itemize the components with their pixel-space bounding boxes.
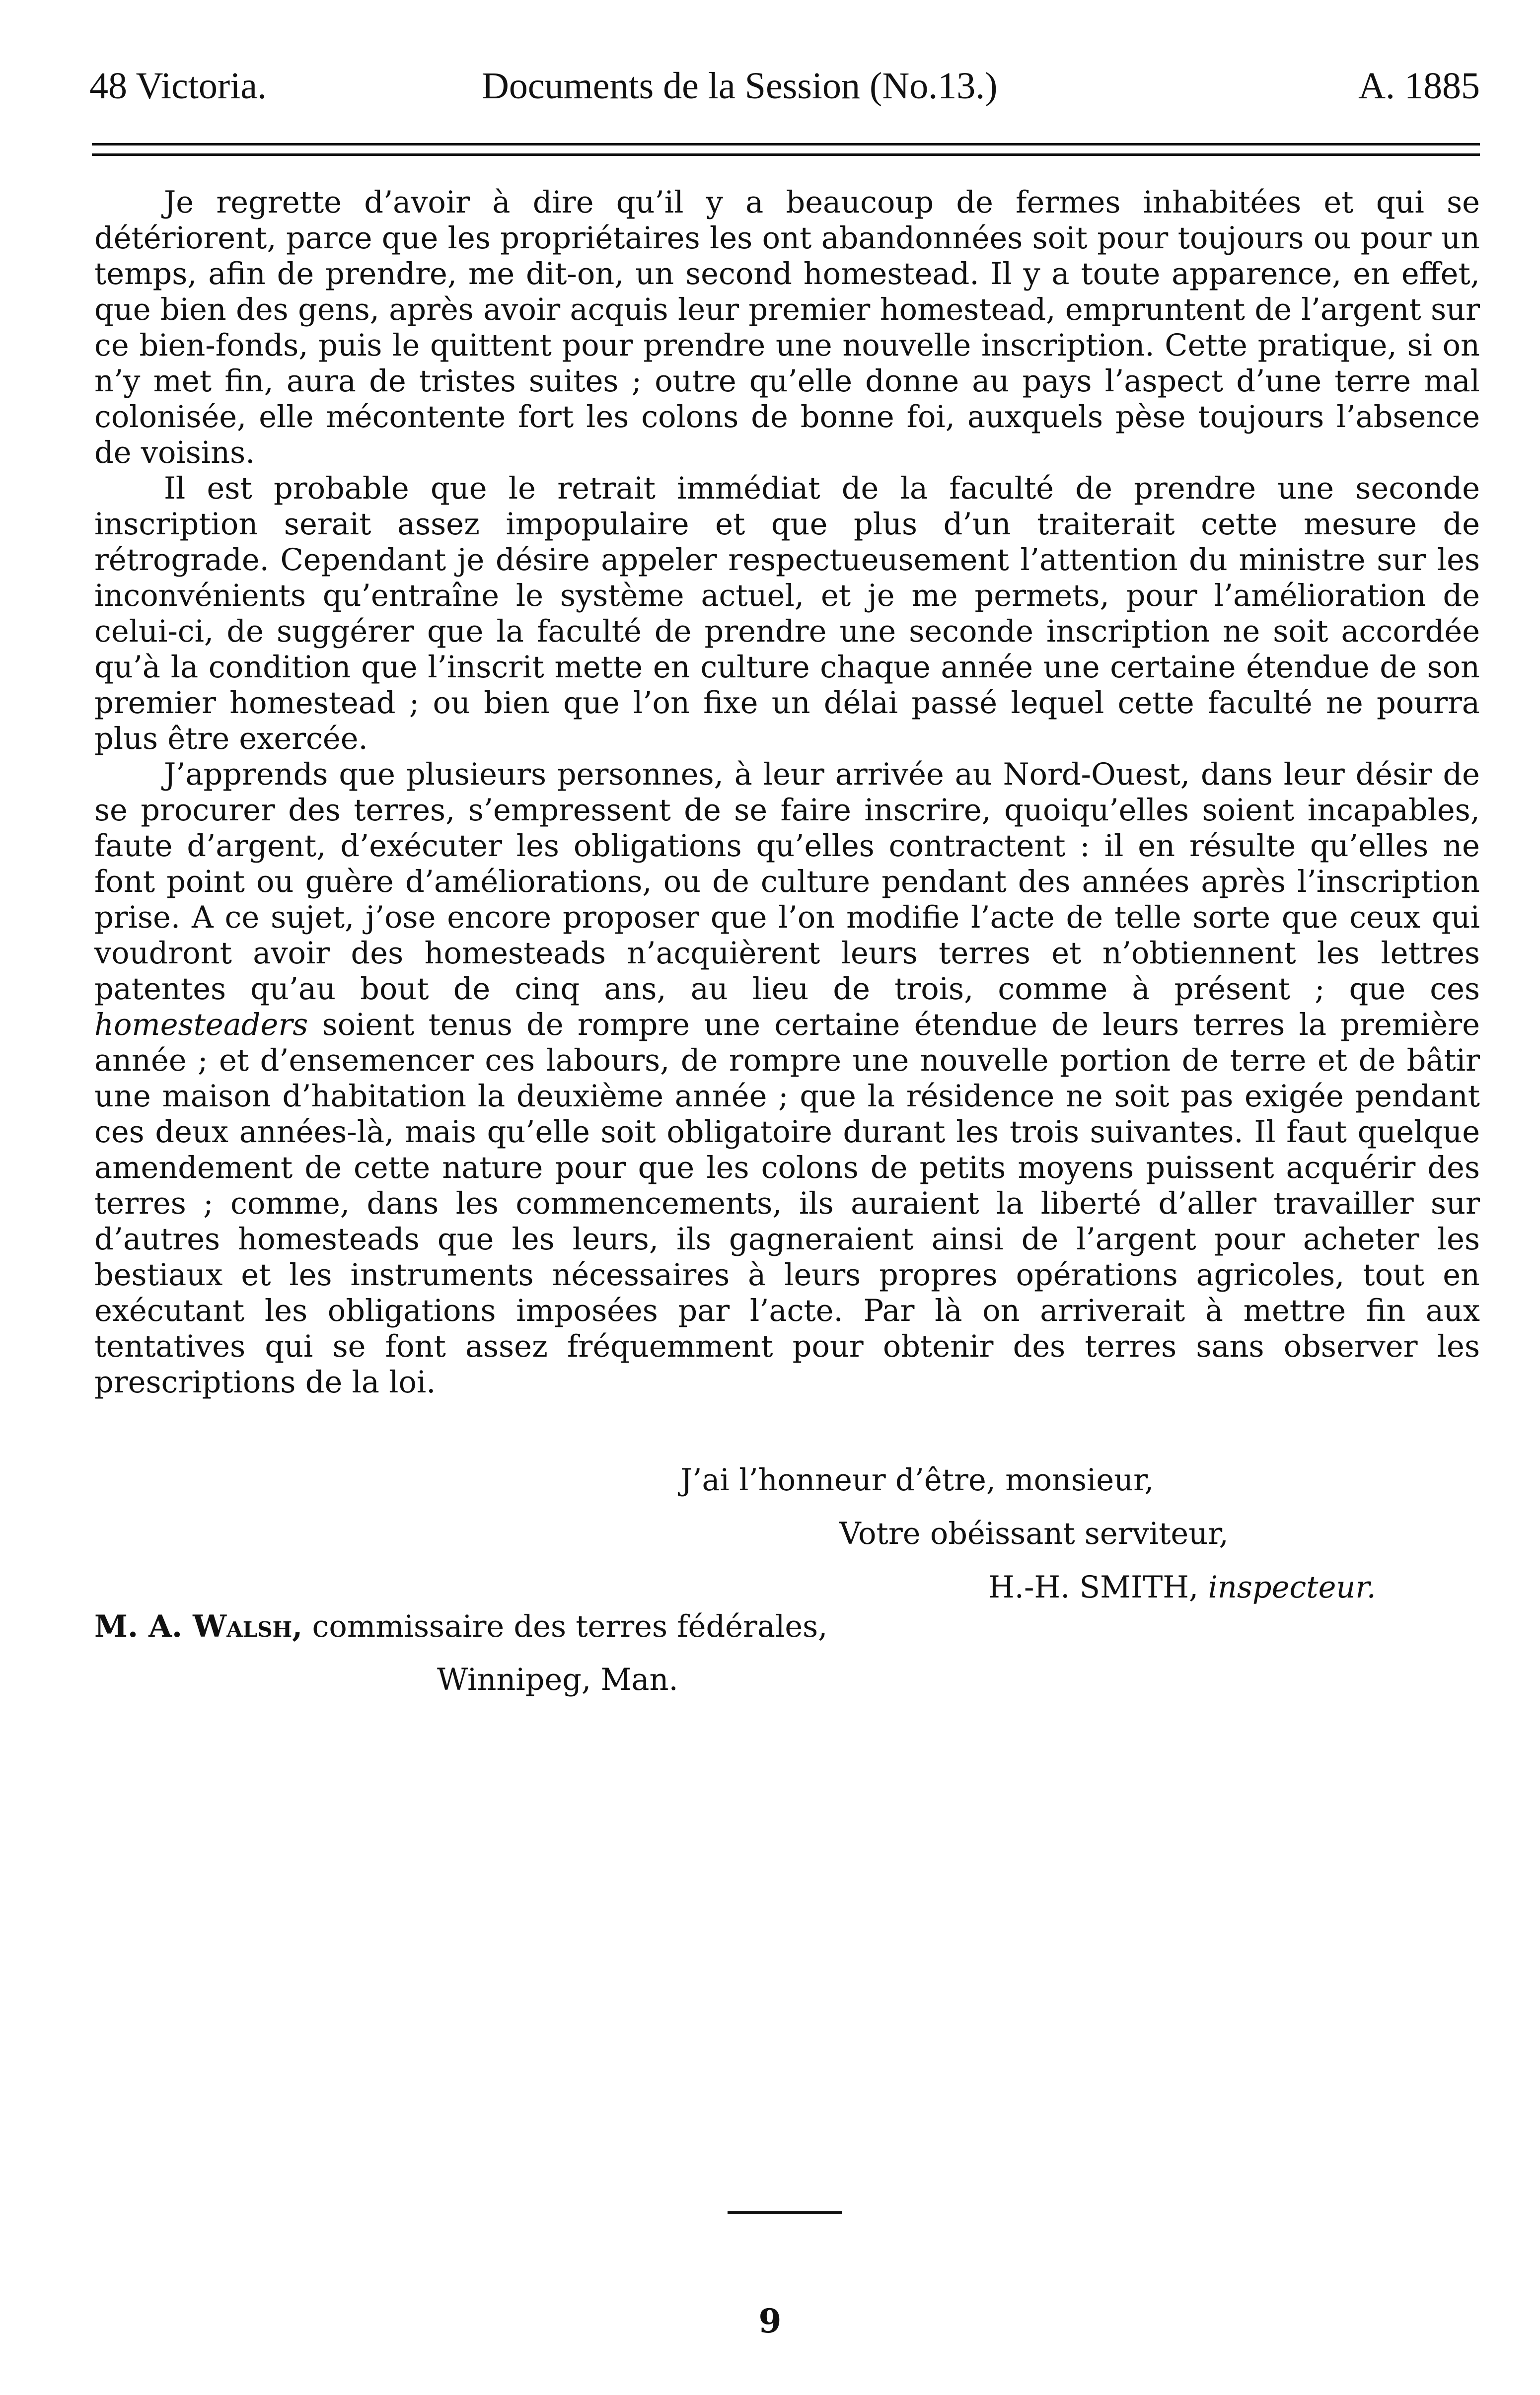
signature-line bbox=[988, 1570, 1376, 1605]
addressee-city: Winnipeg, Man. bbox=[437, 1663, 678, 1697]
signer-title: inspecteur. bbox=[1208, 1570, 1376, 1605]
paragraph-2: Il est probable que le retrait immédiat de la faculté de prendre une seconde inscription serait assez impopulaire et que plus d’un traiterait cette mesure de rétrograde. Cependant je désire appeler respectueusement l’attention du ministre sur les inconvénients qu’entraîne le système actuel, et je me permets, pour l’amélioration de celui-ci, de suggérer que la faculté de prendre une seconde inscription ne soit accordée qu’à la condition que l’inscrit mette en culture chaque année une certaine étendue de son premier homestead ; ou bien que l’on fixe un délai passé lequel cette faculté ne pourra plus être exercée. bbox=[94, 471, 1480, 756]
header-double-rule bbox=[92, 143, 1480, 156]
header-year: A. 1885 bbox=[1358, 65, 1480, 107]
paragraph-3-emphasis: homesteaders bbox=[94, 1008, 308, 1042]
signer-name: H.-H. SMITH, bbox=[988, 1570, 1199, 1605]
header-rule-bottom bbox=[92, 153, 1480, 156]
closing-servant: Votre obéissant serviteur, bbox=[839, 1517, 1229, 1551]
letter-body bbox=[94, 185, 1480, 1400]
addressee-name: M. A. Walsh, bbox=[94, 1609, 303, 1644]
running-header bbox=[89, 65, 1480, 119]
addressee-role: commissaire des terres fédérales, bbox=[302, 1609, 828, 1644]
header-rule-top bbox=[92, 143, 1480, 145]
header-volume: 48 Victoria. bbox=[89, 65, 267, 107]
paragraph-1: Je regrette d’avoir à dire qu’il y a beaucoup de fermes inhabitées et qui se détériorent, parce que les propriétaires les ont abandonnées soit pour toujours ou pour un temps, afin de prendre, me dit-on, un second homestead. Il y a toute apparence, en effet, que bien des gens, après avoir acquis leur premier homestead, empruntent de l’argent sur ce bien-fonds, puis le quittent pour prendre une nouvelle inscription. Cette pratique, si on n’y met fin, aura de tristes suites ; outre qu’elle donne au pays l’aspect d’une terre mal colonisée, elle mécontente fort les colons de bonne foi, auxquels pèse toujours l’absence de voisins. bbox=[94, 185, 1480, 470]
closing-salutation: J’ai l’honneur d’être, monsieur, bbox=[680, 1463, 1154, 1498]
header-session: Documents de la Session (No.13.) bbox=[482, 65, 998, 107]
footer-rule bbox=[728, 2211, 842, 2214]
paragraph-3 bbox=[94, 757, 1480, 1400]
page-number: 9 bbox=[758, 2302, 782, 2340]
paragraph-3-part-b: soient tenus de rompre une certaine étendue de leurs terres la première année ; et d’ensemencer ces labours, de rompre une nouvelle portion de terre et de bâtir une maison d’habitation la deuxième année ; que la résidence ne soit pas exigée pendant ces deux années-là, mais qu’elle soit obligatoire durant les trois suivantes. Il faut quelque amendement de cette nature pour que les colons de petits moyens puissent acquérir des terres ; comme, dans les commencements, ils auraient la liberté d’aller travailler sur d’autres homesteads que les leurs, ils gagneraient ainsi de l’argent pour acheter les bestiaux et les instruments nécessaires à leurs propres opérations agricoles, tout en exécutant les obligations imposées par l’acte. Par là on arriverait à mettre fin aux tentatives qui se font assez fréquemment pour obtenir des terres sans observer les prescriptions de la loi. bbox=[94, 1008, 1480, 1400]
paragraph-3-part-a: J’apprends que plusieurs personnes, à leur arrivée au Nord-Ouest, dans leur désir de se procurer des terres, s’empressent de se faire inscrire, quoiqu’elles soient incapables, faute d’argent, d’exécuter les obligations qu’elles contractent : il en résulte qu’elles ne font point ou guère d’améliorations, ou de culture pendant des années après l’inscription prise. A ce sujet, j’ose encore proposer que l’on modifie l’acte de telle sorte que ceux qui voudront avoir des homesteads n’acquièrent leurs terres et n’obtiennent les lettres patentes qu’au bout de cinq ans, au lieu de trois, comme à présent ; que ces bbox=[94, 757, 1480, 1007]
addressee-line bbox=[94, 1609, 827, 1644]
